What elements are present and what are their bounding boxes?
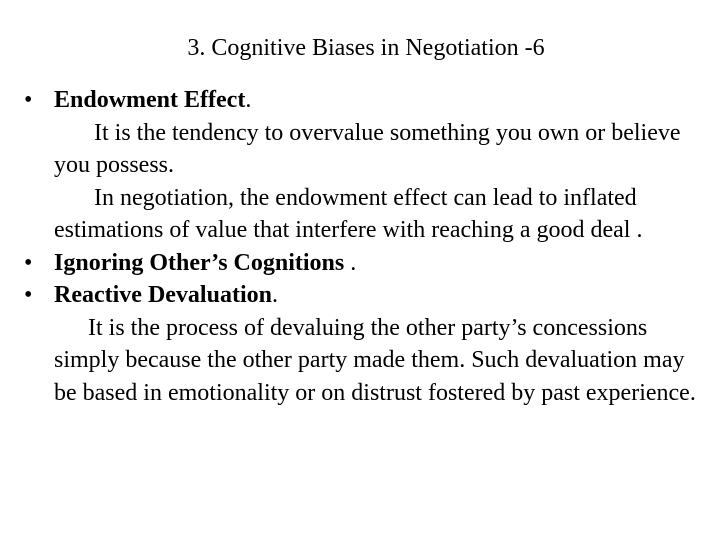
slide-body — [20, 84, 710, 409]
bullet-heading-suffix: . — [245, 87, 252, 113]
bullet-item-reactive-devaluation — [20, 279, 710, 312]
bullet-item-ignoring-others-cognitions — [20, 247, 710, 280]
paragraph: In negotiation, the endowment effect can lead to inflated estimations of value that interfere with reaching a good deal . — [54, 184, 643, 243]
bullet-item-endowment-effect — [20, 84, 710, 117]
bullet-icon: • — [24, 282, 33, 308]
bullet-icon: • — [24, 87, 33, 113]
bullet-heading-suffix: . — [271, 282, 278, 308]
paragraph: It is the tendency to overvalue something you own or believe you possess. — [54, 119, 681, 178]
paragraph: It is the process of devaluing the other party’s concessions simply because the other party made them. Such devaluation may be based in emotionality or on distrust fostered by past experience. — [54, 314, 696, 406]
bullet-heading: Endowment Effect — [54, 87, 246, 113]
bullet-icon: • — [24, 249, 33, 276]
bullet-heading: Reactive Devaluation — [54, 282, 272, 308]
slide-title: 3. Cognitive Biases in Negotiation -6 — [187, 35, 545, 61]
bullet-heading-suffix: . — [344, 249, 357, 276]
bullet-heading: Ignoring Other’s Cognitions — [54, 249, 345, 276]
